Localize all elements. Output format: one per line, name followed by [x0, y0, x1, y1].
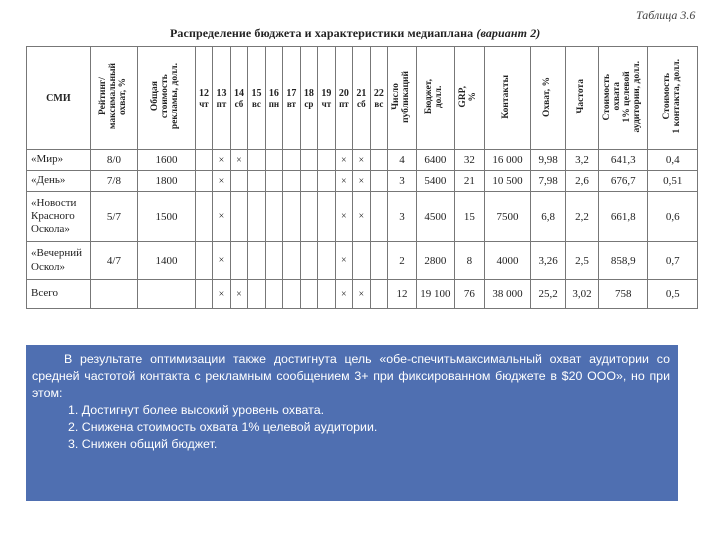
day-number: 16 [268, 87, 279, 99]
conclusion-point: 2. Снижена стоимость охвата 1% целевой аудитории. [68, 420, 378, 434]
day-number: 22 [373, 87, 384, 99]
cell-media: «День» [27, 171, 91, 192]
cell-day-mark: × [353, 150, 370, 171]
day-weekday: пн [268, 98, 280, 109]
cell-day-mark: × [213, 171, 230, 192]
cell-day-mark [353, 242, 370, 280]
cell-day-mark [318, 242, 335, 280]
day-number: 17 [286, 87, 297, 99]
day-number: 19 [321, 87, 332, 99]
budget-table [26, 46, 698, 309]
cell-publications: 3 [388, 171, 417, 192]
header-publications [388, 47, 417, 150]
cell-cost-contact: 0,7 [648, 242, 698, 280]
cell-day-mark [370, 171, 387, 192]
table-number-label: Таблица 3.6 [636, 8, 696, 22]
cell-rating: 5/7 [90, 192, 137, 242]
cell-day-mark [300, 192, 317, 242]
table-row [27, 192, 698, 242]
cell-cost-reach: 661,8 [599, 192, 648, 242]
table-body [27, 150, 698, 309]
header-grp-label: GRP, % [458, 85, 479, 108]
cell-day-mark [248, 192, 265, 242]
cell-day-mark: × [213, 280, 230, 309]
cell-day-mark [318, 171, 335, 192]
cell-day-mark [370, 242, 387, 280]
cell-contacts: 4000 [484, 242, 530, 280]
header-day [353, 47, 370, 150]
cell-day-mark: × [213, 242, 230, 280]
cell-frequency: 3,2 [566, 150, 599, 171]
cell-contacts: 10 500 [484, 171, 530, 192]
cell-day-mark [300, 171, 317, 192]
cell-cost-reach: 858,9 [599, 242, 648, 280]
cell-grp: 32 [454, 150, 484, 171]
cell-day-mark: × [353, 171, 370, 192]
cell-day-mark [265, 242, 282, 280]
header-contacts-label: Контакты [501, 74, 512, 119]
cell-day-mark [265, 171, 282, 192]
cell-budget: 4500 [416, 192, 454, 242]
cell-day-mark [318, 280, 335, 309]
cell-total-cost: 1500 [138, 192, 196, 242]
cell-publications: 3 [388, 192, 417, 242]
cell-grp: 76 [454, 280, 484, 309]
table-title [170, 26, 540, 41]
cell-day-mark: × [335, 150, 352, 171]
cell-contacts: 16 000 [484, 150, 530, 171]
cell-cost-reach: 676,7 [599, 171, 648, 192]
day-weekday: пт [339, 98, 349, 109]
cell-day-mark: × [335, 242, 352, 280]
cell-budget: 19 100 [416, 280, 454, 309]
cell-day-mark [230, 242, 247, 280]
cell-day-mark [300, 242, 317, 280]
cell-day-mark [248, 171, 265, 192]
day-weekday: вт [286, 98, 296, 109]
cell-cost-reach: 758 [599, 280, 648, 309]
cell-total-cost: 1400 [138, 242, 196, 280]
cell-total-cost [138, 280, 196, 309]
cell-day-mark [195, 171, 212, 192]
day-number: 15 [251, 87, 262, 99]
cell-contacts: 7500 [484, 192, 530, 242]
cell-rating [90, 280, 137, 309]
cell-day-mark [265, 192, 282, 242]
cell-frequency: 3,02 [566, 280, 599, 309]
cell-rating: 8/0 [90, 150, 137, 171]
day-weekday: чт [321, 98, 332, 109]
header-contacts [484, 47, 530, 150]
day-number: 14 [233, 87, 244, 99]
cell-reach: 25,2 [531, 280, 566, 309]
day-number: 18 [303, 87, 314, 99]
day-weekday: вс [251, 98, 261, 109]
header-cost-reach-label: Стоимость охвата 1% целевой аудитории, долл. [602, 60, 643, 133]
day-weekday: ср [304, 98, 314, 109]
cell-media: «Новости Красного Оскола» [27, 192, 91, 242]
header-media [27, 47, 91, 150]
cell-frequency: 2,2 [566, 192, 599, 242]
header-cost-contact [648, 47, 698, 150]
header-day [283, 47, 300, 150]
header-budget [416, 47, 454, 150]
cell-rating: 7/8 [90, 171, 137, 192]
cell-day-mark [248, 280, 265, 309]
cell-budget: 5400 [416, 171, 454, 192]
cell-day-mark [248, 242, 265, 280]
header-total-cost [138, 47, 196, 150]
header-day [230, 47, 247, 150]
header-grp [454, 47, 484, 150]
cell-reach: 3,26 [531, 242, 566, 280]
header-publications-label: Число публикаций [391, 70, 411, 123]
cell-day-mark: × [213, 150, 230, 171]
cell-day-mark: × [353, 192, 370, 242]
cell-day-mark [230, 192, 247, 242]
cell-cost-contact: 0,4 [648, 150, 698, 171]
cell-day-mark [195, 150, 212, 171]
day-number: 21 [356, 87, 367, 99]
cell-cost-reach: 641,3 [599, 150, 648, 171]
cell-budget: 6400 [416, 150, 454, 171]
cell-total-cost: 1800 [138, 171, 196, 192]
cell-cost-contact: 0,51 [648, 171, 698, 192]
day-weekday: сб [357, 98, 366, 109]
day-number: 13 [216, 87, 227, 99]
cell-publications: 2 [388, 242, 417, 280]
cell-budget: 2800 [416, 242, 454, 280]
day-number: 12 [198, 87, 209, 99]
conclusion-paragraph: В результате оптимизации также достигнута цель «обе-спечитьмаксимальный охват аудитории со средней частотой контакта с рекламным сообщением 3+ при фиксированном бюджете в $20 ООО», но при этом: [32, 352, 670, 400]
cell-day-mark [283, 280, 300, 309]
cell-day-mark [370, 150, 387, 171]
header-frequency [566, 47, 599, 150]
budget-table-container [26, 46, 698, 309]
cell-day-mark [283, 242, 300, 280]
conclusion-point: 3. Снижен общий бюджет. [68, 437, 218, 451]
cell-grp: 21 [454, 171, 484, 192]
cell-day-mark [370, 192, 387, 242]
cell-day-mark [230, 171, 247, 192]
header-day [300, 47, 317, 150]
cell-reach: 7,98 [531, 171, 566, 192]
cell-day-mark: × [230, 280, 247, 309]
cell-day-mark [195, 192, 212, 242]
cell-day-mark [300, 150, 317, 171]
header-media-label: СМИ [46, 92, 71, 104]
cell-day-mark [283, 192, 300, 242]
table-row [27, 150, 698, 171]
header-day [213, 47, 230, 150]
cell-media: «Вечерний Оскол» [27, 242, 91, 280]
header-day [248, 47, 265, 150]
cell-grp: 8 [454, 242, 484, 280]
cell-reach: 6,8 [531, 192, 566, 242]
cell-day-mark [248, 150, 265, 171]
day-weekday: сб [234, 98, 244, 109]
cell-day-mark: × [230, 150, 247, 171]
day-number: 20 [338, 87, 349, 99]
table-title-text: Распределение бюджета и характеристики медиаплана [170, 26, 474, 40]
header-budget-label: Бюджет, долл. [424, 78, 445, 115]
header-day [318, 47, 335, 150]
header-day [195, 47, 212, 150]
cell-cost-contact: 0,6 [648, 192, 698, 242]
conclusion-point: 1. Достигнут более высокий уровень охвата. [68, 403, 325, 417]
cell-day-mark [318, 150, 335, 171]
header-reach [531, 47, 566, 150]
header-day [265, 47, 282, 150]
day-weekday: вс [374, 98, 384, 109]
cell-frequency: 2,5 [566, 242, 599, 280]
day-weekday: чт [199, 98, 209, 109]
cell-day-mark [265, 150, 282, 171]
cell-rating: 4/7 [90, 242, 137, 280]
cell-day-mark: × [335, 192, 352, 242]
cell-total-cost: 1600 [138, 150, 196, 171]
header-rating [90, 47, 137, 150]
cell-day-mark [195, 280, 212, 309]
header-cost-reach [599, 47, 648, 150]
cell-day-mark [283, 150, 300, 171]
table-row [27, 171, 698, 192]
cell-publications: 12 [388, 280, 417, 309]
header-total-cost-label: Общая стоимость рекламы, долл. [150, 63, 181, 130]
table-header-row [27, 47, 698, 150]
day-weekday: пт [216, 98, 227, 109]
header-rating-label: Рейтинг/ максимальный охват, % [98, 63, 128, 130]
cell-day-mark [370, 280, 387, 309]
cell-media: «Мир» [27, 150, 91, 171]
cell-day-mark [265, 280, 282, 309]
header-day [370, 47, 387, 150]
table-title-variant: (вариант 2) [476, 26, 541, 40]
cell-day-mark: × [335, 280, 352, 309]
header-day [335, 47, 352, 150]
cell-day-mark [318, 192, 335, 242]
conclusion-box [26, 345, 678, 501]
table-row [27, 242, 698, 280]
cell-cost-contact: 0,5 [648, 280, 698, 309]
cell-day-mark: × [213, 192, 230, 242]
cell-grp: 15 [454, 192, 484, 242]
header-reach-label: Охват, % [542, 76, 553, 117]
cell-contacts: 38 000 [484, 280, 530, 309]
header-frequency-label: Частота [576, 79, 587, 114]
header-cost-contact-label: Стоимость 1 контакта, долл. [661, 59, 682, 134]
table-row [27, 280, 698, 309]
cell-frequency: 2,6 [566, 171, 599, 192]
cell-publications: 4 [388, 150, 417, 171]
cell-day-mark: × [353, 280, 370, 309]
cell-day-mark: × [335, 171, 352, 192]
cell-day-mark [300, 280, 317, 309]
cell-day-mark [283, 171, 300, 192]
cell-reach: 9,98 [531, 150, 566, 171]
cell-media: Всего [27, 280, 91, 309]
cell-day-mark [195, 242, 212, 280]
